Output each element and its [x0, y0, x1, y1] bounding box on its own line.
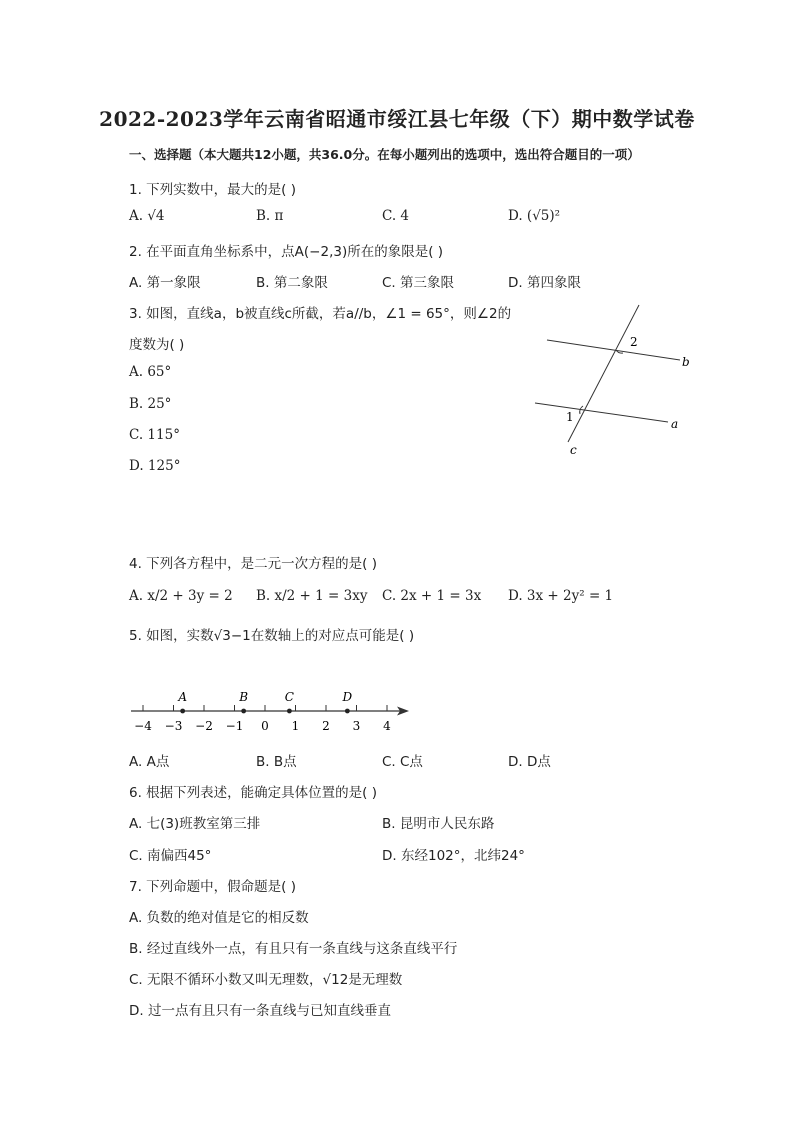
- question-5-option-b: B. B点: [256, 754, 297, 770]
- number-line-tick-label: −2: [195, 719, 213, 733]
- question-7-option-d: D. 过一点有且只有一条直线与已知直线垂直: [129, 1003, 391, 1019]
- question-7-stem: 7. 下列命题中，假命题是( ): [129, 879, 296, 895]
- question-2-option-c: C. 第三象限: [382, 275, 455, 291]
- line-a: [535, 403, 668, 422]
- number-line-tick-label: 1: [291, 719, 300, 733]
- question-4-option-b: B. x/2 + 1 = 3xy: [256, 588, 368, 604]
- question-6-stem: 6. 根据下列表述，能确定具体位置的是( ): [129, 785, 377, 801]
- number-line-point-label: C: [284, 690, 294, 704]
- question-5-option-c: C. C点: [382, 754, 423, 770]
- number-line-tick-label: 0: [261, 719, 269, 733]
- question-3-stem: 3. 如图，直线a，b被直线c所截，若a//b，∠1 = 65°，则∠2的: [129, 306, 512, 322]
- question-7-option-c: C. 无限不循环小数又叫无理数，√12是无理数: [129, 972, 403, 988]
- question-2-stem: 2. 在平面直角坐标系中，点A(−2,3)所在的象限是( ): [129, 244, 444, 260]
- line-c: [568, 305, 639, 442]
- angle-2-label: 2: [630, 335, 638, 349]
- section-heading: 一、选择题（本大题共12小题，共36.0分。在每小题列出的选项中，选出符合题目的一项）: [129, 147, 640, 162]
- question-4-option-c: C. 2x + 1 = 3x: [382, 588, 482, 604]
- number-line-point-d: [345, 709, 350, 714]
- question-4-option-a: A. x/2 + 3y = 2: [129, 588, 233, 604]
- question-4-option-d: D. 3x + 2y² = 1: [508, 588, 614, 604]
- question-4-stem: 4. 下列各方程中，是二元一次方程的是( ): [129, 556, 377, 572]
- question-1-option-d: D. (√5)²: [508, 208, 561, 224]
- number-line-point-label: A: [178, 690, 187, 704]
- question-3-option-d: D. 125°: [129, 458, 181, 474]
- question-1-option-c: C. 4: [382, 208, 410, 224]
- question-7-option-a: A. 负数的绝对值是它的相反数: [129, 910, 309, 926]
- question-6-option-d: D. 东经102°，北纬24°: [382, 848, 525, 864]
- number-line-point-a: [180, 709, 185, 714]
- question-3-option-b: B. 25°: [129, 396, 172, 412]
- question-2-option-d: D. 第四象限: [508, 275, 581, 291]
- question-7-option-b: B. 经过直线外一点，有且只有一条直线与这条直线平行: [129, 941, 458, 957]
- question-3-option-c: C. 115°: [129, 427, 180, 443]
- line-a-label: a: [671, 417, 679, 431]
- number-line-point-c: [287, 709, 292, 714]
- line-c-label: c: [570, 443, 577, 457]
- question-6-option-c: C. 南偏西45°: [129, 848, 212, 864]
- question-1-option-b: B. π: [256, 208, 284, 224]
- line-b: [547, 340, 680, 360]
- question-3-stem-continued: 度数为( ): [129, 337, 185, 353]
- question-2-option-a: A. 第一象限: [129, 275, 201, 291]
- question-5-option-d: D. D点: [508, 754, 551, 770]
- angle-1-label: 1: [566, 410, 574, 424]
- question-1-option-a: A. √4: [129, 208, 165, 224]
- question-3-option-a: A. 65°: [129, 364, 172, 380]
- number-line-tick-label: −4: [134, 719, 152, 733]
- number-line-point-label: B: [239, 690, 249, 704]
- number-line-tick-label: 3: [352, 719, 361, 733]
- number-line-tick-label: 4: [383, 719, 391, 733]
- number-line-tick-label: −3: [164, 719, 183, 733]
- parallel-lines-figure: [520, 300, 700, 465]
- question-5-stem: 5. 如图，实数√3−1在数轴上的对应点可能是( ): [129, 628, 415, 644]
- number-line-tick-label: −1: [225, 719, 244, 733]
- exam-title: 2022-2023学年云南省昭通市绥江县七年级（下）期中数学试卷: [99, 107, 695, 131]
- question-6-option-a: A. 七(3)班教室第三排: [129, 816, 261, 832]
- question-1-stem: 1. 下列实数中，最大的是( ): [129, 182, 296, 198]
- question-6-option-b: B. 昆明市人民东路: [382, 816, 495, 832]
- number-line-figure: [125, 685, 425, 735]
- question-2-option-b: B. 第二象限: [256, 275, 328, 291]
- line-b-label: b: [682, 355, 690, 369]
- number-line-tick-label: 2: [322, 719, 330, 733]
- question-5-option-a: A. A点: [129, 754, 170, 770]
- number-line-point-label: D: [342, 690, 353, 704]
- number-line-point-b: [241, 709, 246, 714]
